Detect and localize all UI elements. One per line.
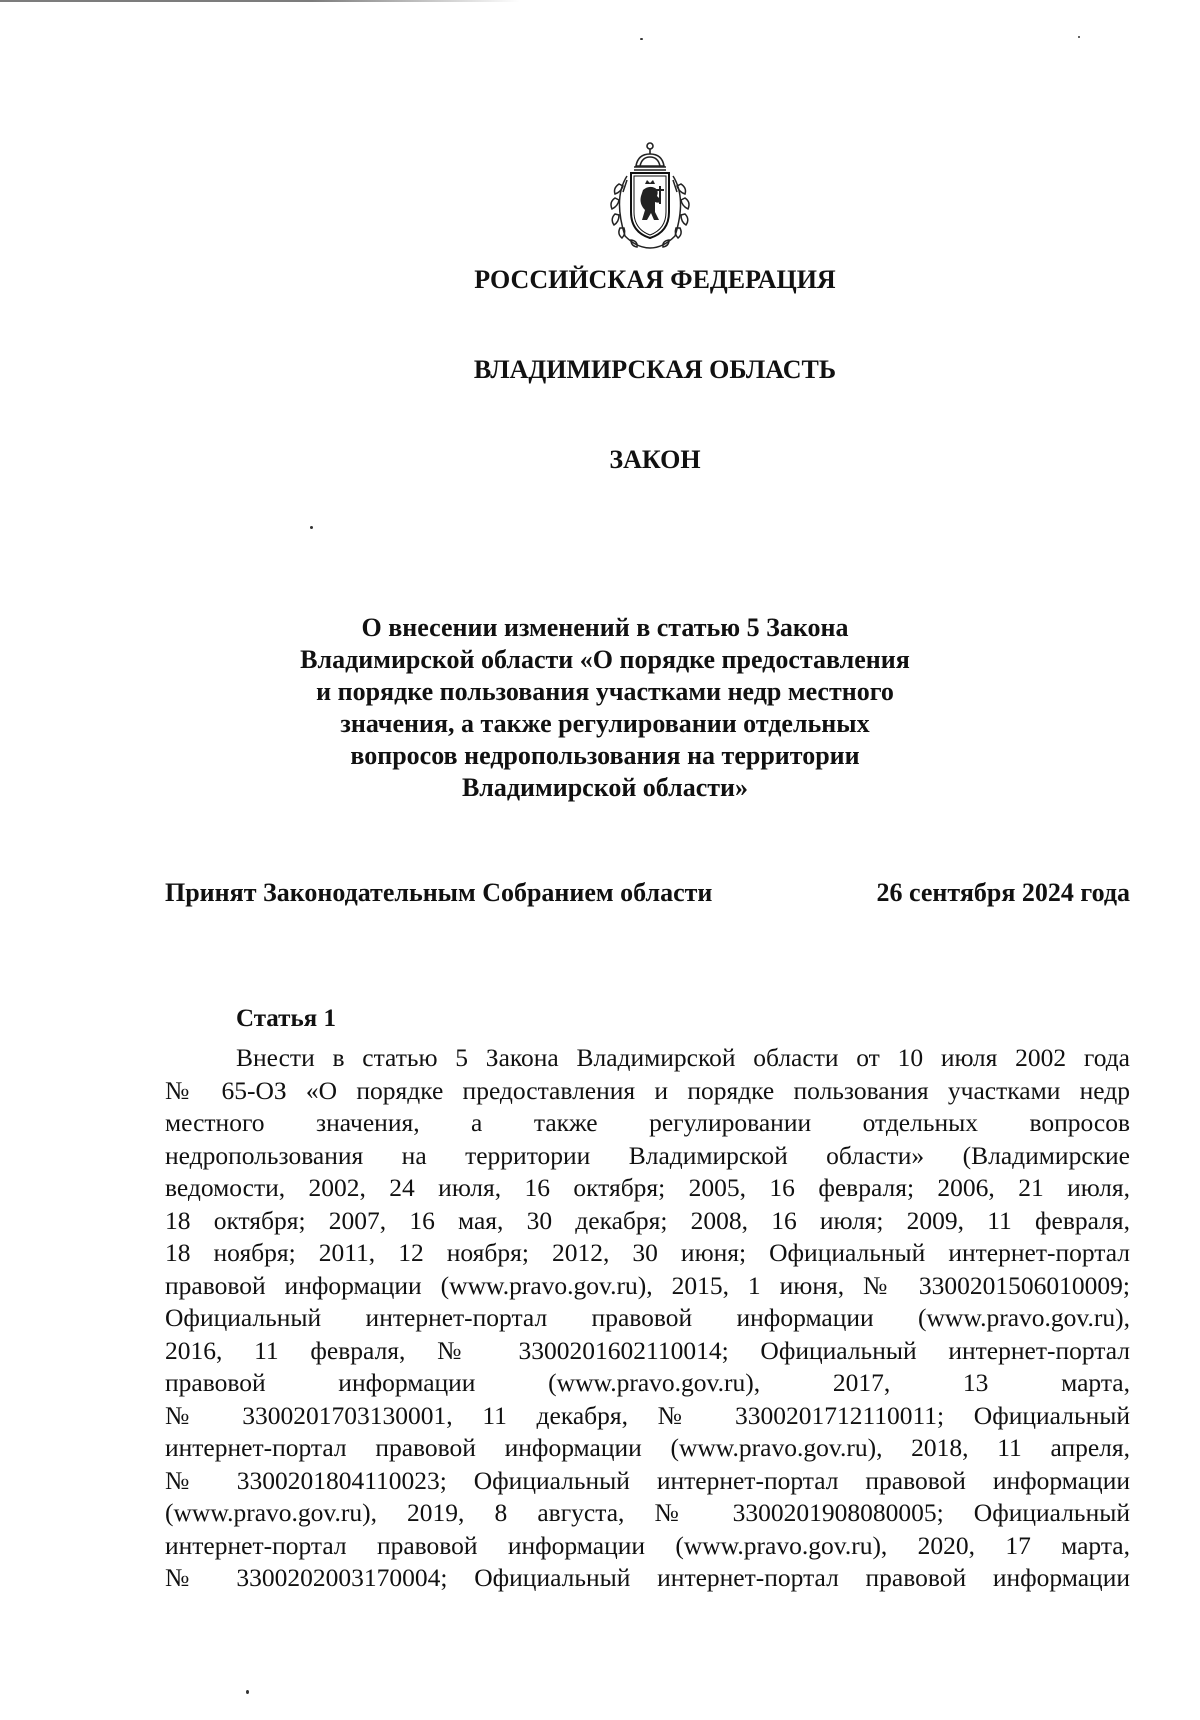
- article-line: № 65-ОЗ «О порядке предоставления и порядке пользования участками недр: [165, 1075, 1130, 1105]
- scan-speck: [640, 38, 643, 40]
- article-line: № 3300202003170004; Официальный интернет-портал правовой информации: [165, 1563, 1130, 1592]
- region-heading: ВЛАДИМИРСКАЯ ОБЛАСТЬ: [473, 355, 837, 384]
- law-title: [0, 612, 1200, 804]
- law-title-line: значения, а также регулировании отдельных: [340, 709, 870, 738]
- coat-of-arms-icon: [605, 140, 695, 252]
- article-body: [165, 1042, 1130, 1595]
- article-line: местного значения, а также регулировании отдельных вопросов: [165, 1108, 1130, 1137]
- scan-speck: [246, 1690, 249, 1694]
- document-type-heading: ЗАКОН: [609, 445, 701, 474]
- article-line: Официальный интернет-портал правовой информации (www.pravo.gov.ru),: [165, 1303, 1130, 1332]
- scan-speck: [310, 526, 313, 529]
- article-line: (www.pravo.gov.ru), 2019, 8 августа, № 3300201908080005; Официальный: [165, 1498, 1130, 1527]
- adoption-line: [165, 878, 1130, 908]
- article-line: интернет-портал правовой информации (www.pravo.gov.ru), 2020, 17 марта,: [165, 1530, 1130, 1560]
- article-line: 18 ноября; 2011, 12 ноября; 2012, 30 июня; Официальный интернет-портал: [165, 1238, 1130, 1267]
- article-line: № 3300201703130001, 11 декабря, № 3300201712110011; Официальный: [165, 1400, 1130, 1430]
- article-line: Внести в статью 5 Закона Владимирской области от 10 июля 2002 года: [236, 1043, 1130, 1072]
- article-line: ведомости, 2002, 24 июля, 16 октября; 2005, 16 февраля; 2006, 21 июля,: [165, 1173, 1130, 1202]
- adoption-label: Принят Законодательным Собранием области: [165, 878, 713, 907]
- scan-speck: [1078, 36, 1080, 38]
- law-title-line: Владимирской области»: [461, 773, 749, 802]
- article-line: 2016, 11 февраля, № 3300201602110014; Официальный интернет-портал: [165, 1335, 1130, 1365]
- article-line: интернет-портал правовой информации (www.pravo.gov.ru), 2018, 11 апреля,: [165, 1433, 1130, 1462]
- article-line: правовой информации (www.pravo.gov.ru), 2017, 13 марта,: [165, 1368, 1130, 1397]
- country-heading: РОССИЙСКАЯ ФЕДЕРАЦИЯ: [474, 265, 836, 294]
- article-line: недропользования на территории Владимирской области» (Владимирские: [165, 1140, 1130, 1170]
- article-line: 18 октября; 2007, 16 мая, 30 декабря; 2008, 16 июля; 2009, 11 февраля,: [165, 1205, 1130, 1235]
- adoption-date: 26 сентября 2024 года: [876, 878, 1130, 907]
- law-title-line: Владимирской области «О порядке предоставления: [300, 645, 910, 674]
- article-heading: Статья 1: [236, 1005, 336, 1032]
- law-title-line: О внесении изменений в статью 5 Закона: [361, 613, 849, 642]
- law-title-line: и порядке пользования участками недр местного: [316, 677, 894, 706]
- article-line: № 3300201804110023; Официальный интернет-портал правовой информации: [165, 1465, 1130, 1495]
- law-title-line: вопросов недропользования на территории: [350, 741, 860, 770]
- article-line: правовой информации (www.pravo.gov.ru), 2015, 1 июня, № 3300201506010009;: [165, 1270, 1130, 1300]
- scan-edge-artifact: [0, 0, 520, 2]
